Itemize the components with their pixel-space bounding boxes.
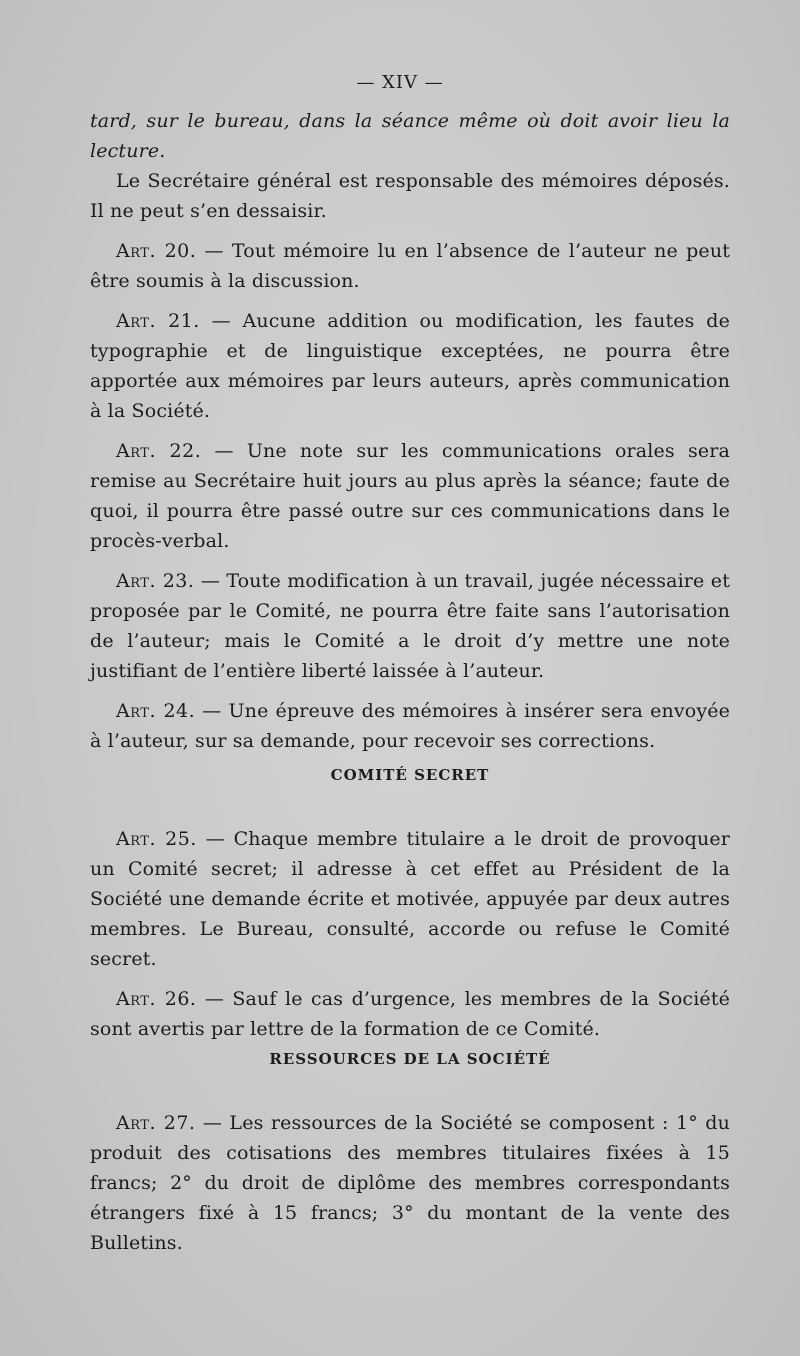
article-25 (90, 824, 730, 974)
article-text: — Les ressources de la Société se composent : 1° du produit des cotisations des membres titulaires fixées à 15 francs; 2° du droit de diplôme des membres correspondants étrangers fixé à 15 francs; 3° du montant de la vente des Bulletins. (90, 1112, 730, 1254)
page-number: — XIV — (356, 72, 444, 93)
ressources-section (90, 1044, 730, 1258)
article-text: — Une épreuve des mémoires à insérer sera envoyée à l’auteur, sur sa demande, pour recevoir ses corrections. (90, 700, 731, 752)
article-text: — Aucune addition ou modification, les fautes de typographie et de linguistique exceptées, ne pourra être apportée aux mémoires par leurs auteurs, après communication à la Société. (90, 310, 730, 422)
article-label: Art. 27. (116, 1112, 196, 1134)
article-26 (90, 984, 730, 1044)
article-21 (90, 306, 730, 426)
article-27 (90, 1108, 730, 1258)
article-text: — Sauf le cas d’urgence, les membres de la Société sont avertis par lettre de la formation de ce Comité. (90, 988, 730, 1040)
paragraph-text: Le Secrétaire général est responsable des mémoires déposés. Il ne peut s’en dessaisir. (90, 170, 730, 222)
article-text: — Toute modification à un travail, jugée nécessaire et proposée par le Comité, ne pourra être faite sans l’autorisation de l’auteur; mais le Comité a le droit d’y mettre une note justifiant de l’entière liberté laissée à l’auteur. (90, 570, 730, 682)
section-title-ressources: RESSOURCES DE LA SOCIÉTÉ (269, 1050, 551, 1068)
continuation-paragraph: tard, sur le bureau, dans la séance même où doit avoir lieu la lecture. (90, 110, 730, 162)
article-label: Art. 20. (116, 240, 197, 262)
top-text-block (90, 106, 730, 756)
article-label: Art. 22. (116, 440, 202, 462)
article-label: Art. 25. (116, 828, 197, 850)
article-22 (90, 436, 730, 556)
section-title-comite-secret: COMITÉ SECRET (330, 766, 490, 784)
article-20 (90, 236, 730, 296)
comite-secret-section (90, 760, 730, 1044)
article-label: Art. 23. (116, 570, 195, 592)
article-label: Art. 21. (116, 310, 200, 332)
article-label: Art. 26. (116, 988, 197, 1010)
article-text: — Chaque membre titulaire a le droit de provoquer un Comité secret; il adresse à cet effet au Président de la Société une demande écrite et motivée, appuyée par deux autres membres. Le Bureau, consulté, accorde ou refuse le Comité secret. (90, 828, 730, 970)
article-24 (90, 696, 730, 756)
article-text: — Une note sur les communications orales sera remise au Secrétaire huit jours au plus après la séance; faute de quoi, il pourra être passé outre sur ces communications dans le procès-verbal. (90, 440, 730, 552)
paragraph-secretaire (90, 166, 730, 226)
article-23 (90, 566, 730, 686)
article-label: Art. 24. (116, 700, 196, 722)
article-text: — Tout mémoire lu en l’absence de l’auteur ne peut être soumis à la discussion. (90, 240, 730, 292)
